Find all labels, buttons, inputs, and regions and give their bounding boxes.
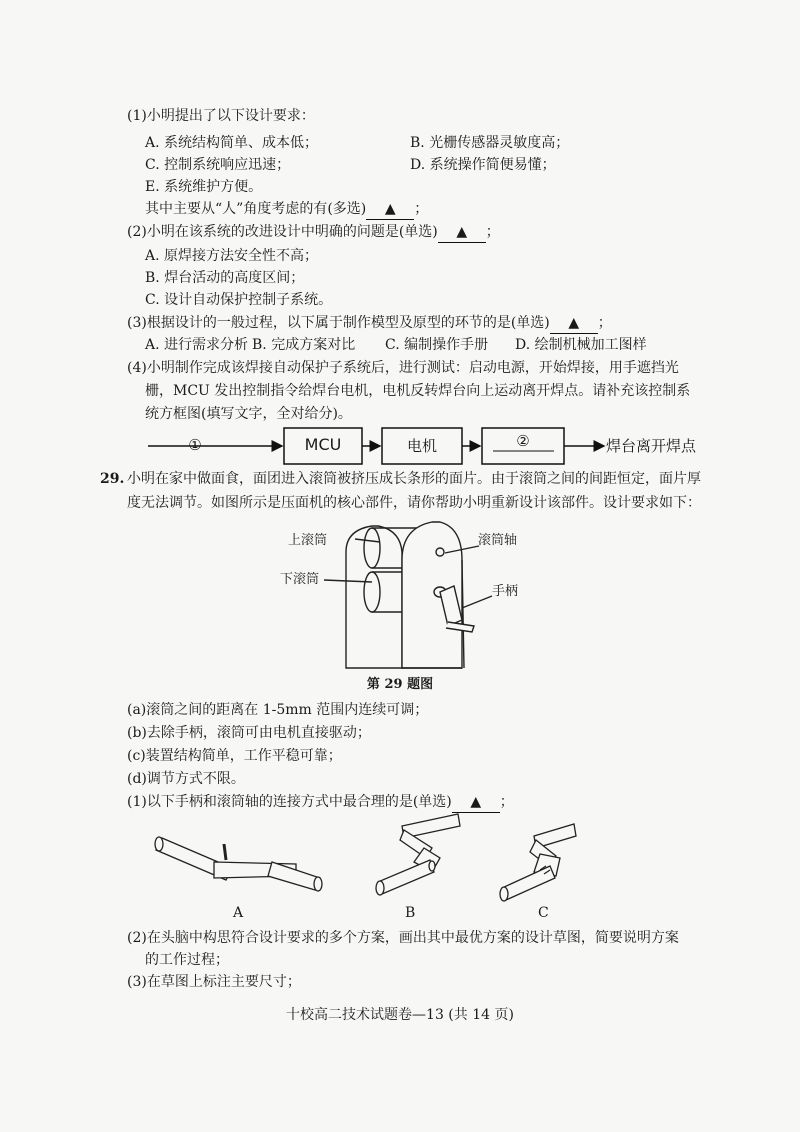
q29-intro-line: 小明在家中做面食，面团进入滚筒被挤压成长条形的面片。由于滚筒之间的间距恒定，面片厚 <box>127 471 701 487</box>
q28-p3-option-b: B. 完成方案对比 <box>252 337 356 353</box>
upper-roller-label: 上滚筒 <box>288 533 328 548</box>
q29-p1-stem: (1)以下手柄和滚筒轴的连接方式中最合理的是(单选) ▲ ； <box>127 792 514 813</box>
option-a-label[interactable]: A <box>233 905 244 921</box>
q29-req: (a)滚筒之间的距离在 1-5mm 范围内连续可调； <box>127 702 429 718</box>
option-b-drawing <box>376 814 460 895</box>
axle-label: 滚筒轴 <box>478 533 518 548</box>
q28-p3-option-c: C. 编制操作手册 <box>385 337 489 353</box>
q28-p1-option-b: B. 光栅传感器灵敏度高； <box>410 135 570 151</box>
q28-p2-option-a: A. 原焊接方法安全性不高； <box>145 248 319 264</box>
q28-p1-question: 其中主要从“人”角度考虑的有(多选) ▲ ； <box>145 199 428 220</box>
option-c-label[interactable]: C <box>538 905 549 921</box>
q29-intro-line: 度无法调节。如图所示是压面机的核心部件，请你帮助小明重新设计该部件。设计要求如下： <box>127 495 701 511</box>
q28-p2-option-c: C. 设计自动保护控制子系统。 <box>145 292 333 308</box>
q29-req: (d)调节方式不限。 <box>127 771 245 787</box>
option-c-drawing <box>500 824 576 901</box>
q28-p1-option-e: E. 系统维护方便。 <box>145 179 263 195</box>
figure-caption: 第 29 题图 <box>366 677 434 692</box>
q28-p3-option-a: A. 进行需求分析 <box>145 337 249 353</box>
option-a-drawing <box>155 837 322 891</box>
motor-label: 电机 <box>406 437 437 455</box>
q28-p3-stem: (3)根据设计的一般过程，以下属于制作模型及原型的环节的是(单选) ▲ ； <box>127 313 612 334</box>
q29-req: (b)去除手柄，滚筒可由电机直接驱动； <box>127 725 371 741</box>
page-footer: 十校高二技术试题卷—13 (共 14 页) <box>286 1007 514 1023</box>
mcu-label: MCU <box>304 435 342 454</box>
answer-blank[interactable]: ▲ <box>550 313 598 334</box>
q28-p1-stem: (1)小明提出了以下设计要求： <box>127 108 315 124</box>
output-label: 焊台离开焊点 <box>606 437 697 455</box>
lower-roller-label: 下滚筒 <box>280 572 320 587</box>
q29-number: 29. <box>100 471 125 487</box>
q28-p2-stem: (2)小明在该系统的改进设计中明确的问题是(单选) ▲ ； <box>127 222 500 243</box>
answer-blank[interactable]: ▲ <box>366 199 414 220</box>
q28-p4-line: (4)小明制作完成该焊接自动保护子系统后，进行测试：启动电源，开始焊接，用手遮挡光 <box>127 360 679 376</box>
q28-p4-line: 统方框图(填写文字，全对给分)。 <box>145 406 352 422</box>
blank-1-label[interactable]: ① <box>188 436 202 454</box>
q29-p2-line: (2)在头脑中构思符合设计要求的多个方案，画出其中最优方案的设计草图，简要说明方案 <box>127 930 679 946</box>
q28-p3-option-d: D. 绘制机械加工图样 <box>515 337 647 353</box>
option-b-label[interactable]: B <box>405 905 416 921</box>
handle-label: 手柄 <box>492 584 519 599</box>
q29-req: (c)装置结构简单，工作平稳可靠； <box>127 748 342 764</box>
q28-p1-option-a: A. 系统结构简单、成本低； <box>145 135 319 151</box>
q28-p2-option-b: B. 焊台活动的高度区间； <box>145 270 305 286</box>
blank-2-label[interactable]: ② <box>516 432 530 450</box>
q29-p3: (3)在草图上标注主要尺寸； <box>127 974 301 990</box>
q28-p1-option-c: C. 控制系统响应迅速； <box>145 157 291 173</box>
q28-p1-option-d: D. 系统操作简便易懂； <box>410 157 556 173</box>
q29-p2-line: 的工作过程； <box>145 952 229 968</box>
answer-blank[interactable]: ▲ <box>452 792 500 813</box>
q28-p4-line: 栅，MCU 发出控制指令给焊台电机，电机反转焊台向上运动离开焊点。请补充该控制系 <box>145 383 691 399</box>
answer-blank[interactable]: ▲ <box>438 222 486 243</box>
